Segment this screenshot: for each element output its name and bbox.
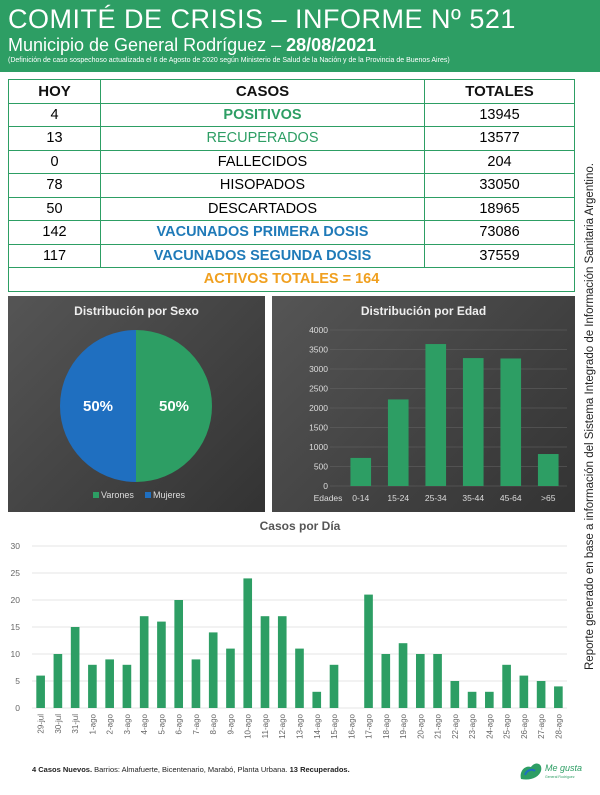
x-tick-label: 15-24 bbox=[387, 493, 410, 503]
report-date: 28/08/2021 bbox=[286, 35, 377, 55]
report-subtitle bbox=[8, 34, 592, 56]
cell-caso: FALLECIDOS bbox=[101, 150, 425, 174]
day-bar bbox=[399, 643, 408, 708]
table-row bbox=[9, 127, 575, 151]
x-tick-label: 12-ago bbox=[278, 714, 288, 739]
cell-caso: POSITIVOS bbox=[101, 103, 425, 127]
cell-caso: VACUNADOS PRIMERA DOSIS bbox=[101, 221, 425, 245]
x-tick-label: 17-ago bbox=[364, 714, 374, 739]
col-header-totales: TOTALES bbox=[425, 80, 575, 104]
y-tick-label: 5 bbox=[15, 676, 20, 686]
sex-chart-title: Distribución por Sexo bbox=[74, 304, 199, 318]
cell-caso: VACUNADOS SEGUNDA DOSIS bbox=[101, 244, 425, 268]
x-tick-label: 0-14 bbox=[352, 493, 370, 503]
table-row bbox=[9, 244, 575, 268]
col-header-casos: CASOS bbox=[101, 80, 425, 104]
footer-new-cases: 4 Casos Nuevos. bbox=[32, 765, 93, 774]
day-bar bbox=[88, 665, 97, 708]
cell-hoy: 50 bbox=[9, 197, 101, 221]
x-tick-label: 4-ago bbox=[140, 714, 150, 735]
day-bar bbox=[140, 616, 149, 708]
x-tick-label: 18-ago bbox=[381, 714, 391, 739]
header-banner bbox=[0, 0, 600, 72]
legend-swatch bbox=[145, 492, 151, 498]
age-bar bbox=[538, 454, 559, 486]
table-header-row bbox=[9, 80, 575, 104]
age-bar bbox=[463, 358, 484, 486]
pie-label: 50% bbox=[158, 398, 190, 415]
me-gusta-logo bbox=[517, 757, 583, 787]
day-bar bbox=[433, 654, 442, 708]
day-bar bbox=[312, 692, 321, 708]
col-header-hoy: HOY bbox=[9, 80, 101, 104]
x-tick-label: 28-ago bbox=[554, 714, 564, 739]
age-bar bbox=[500, 358, 521, 486]
cell-hoy: 4 bbox=[9, 103, 101, 127]
table-row bbox=[9, 174, 575, 198]
day-bar bbox=[192, 659, 201, 708]
day-bar bbox=[209, 632, 218, 708]
x-tick-label: 3-ago bbox=[122, 714, 132, 735]
day-bar bbox=[278, 616, 287, 708]
legend-swatch bbox=[93, 492, 99, 498]
source-note: Reporte generado en base a información del Sistema Integrado de Información Sanitaria Argentino. bbox=[584, 163, 596, 670]
y-tick-label: 3500 bbox=[309, 344, 328, 355]
table-row bbox=[9, 221, 575, 245]
footer-barrios: Barrios: Almafuerte, Bicentenario, Marabó, Planta Urbana. bbox=[92, 765, 290, 774]
pie-label: 50% bbox=[82, 398, 114, 415]
cell-total: 18965 bbox=[425, 197, 575, 221]
day-chart-title: Casos por Día bbox=[259, 519, 341, 533]
y-tick-label: 25 bbox=[10, 568, 20, 578]
x-tick-label: 5-ago bbox=[157, 714, 167, 735]
x-tick-label: 15-ago bbox=[330, 714, 340, 739]
x-tick-label: 31-jul bbox=[71, 714, 81, 734]
x-tick-label: 16-ago bbox=[347, 714, 357, 739]
x-tick-label: 13-ago bbox=[295, 714, 305, 739]
x-tick-label: 35-44 bbox=[462, 493, 485, 503]
day-bar bbox=[330, 665, 339, 708]
x-tick-label: 8-ago bbox=[209, 714, 219, 735]
day-bar bbox=[105, 659, 114, 708]
footer-summary bbox=[32, 765, 350, 774]
cell-caso: HISOPADOS bbox=[101, 174, 425, 198]
x-tick-label: 29-jul bbox=[36, 714, 46, 734]
y-tick-label: 0 bbox=[323, 481, 328, 491]
y-tick-label: 1500 bbox=[309, 422, 328, 433]
x-tick-label: >65 bbox=[541, 493, 556, 503]
day-bar bbox=[381, 654, 390, 708]
logo-subtext: General Rodríguez bbox=[545, 775, 575, 779]
table-row bbox=[9, 103, 575, 127]
cell-total: 204 bbox=[425, 150, 575, 174]
day-bar bbox=[520, 676, 529, 708]
cell-caso: DESCARTADOS bbox=[101, 197, 425, 221]
cases-table bbox=[8, 79, 575, 292]
x-tick-label: 6-ago bbox=[174, 714, 184, 735]
day-bar bbox=[123, 665, 132, 708]
day-bar bbox=[537, 681, 546, 708]
x-axis-label: Edades bbox=[313, 493, 343, 503]
x-tick-label: 20-ago bbox=[416, 714, 426, 739]
x-tick-label: 25-34 bbox=[424, 493, 447, 503]
y-tick-label: 1000 bbox=[309, 442, 328, 452]
day-bar bbox=[554, 686, 563, 708]
cell-hoy: 0 bbox=[9, 150, 101, 174]
y-tick-label: 0 bbox=[15, 703, 20, 713]
x-tick-label: 21-ago bbox=[433, 714, 443, 739]
y-tick-label: 10 bbox=[10, 649, 20, 659]
age-chart-title: Distribución por Edad bbox=[360, 304, 487, 318]
cell-hoy: 13 bbox=[9, 127, 101, 151]
x-tick-label: 24-ago bbox=[485, 714, 495, 739]
cell-total: 33050 bbox=[425, 174, 575, 198]
subtitle-municipio: Municipio de General Rodríguez – bbox=[8, 35, 287, 55]
x-tick-label: 22-ago bbox=[450, 714, 460, 739]
cell-caso: RECUPERADOS bbox=[101, 127, 425, 151]
age-bar bbox=[425, 344, 446, 486]
day-bar bbox=[295, 649, 304, 708]
y-tick-label: 2000 bbox=[309, 403, 328, 413]
cell-hoy: 142 bbox=[9, 221, 101, 245]
x-tick-label: 23-ago bbox=[468, 714, 478, 739]
x-tick-label: 7-ago bbox=[191, 714, 201, 735]
table-row bbox=[9, 150, 575, 174]
day-bar bbox=[468, 692, 477, 708]
day-bar bbox=[36, 676, 45, 708]
definition-note: (Definición de caso sospechoso actualizada el 6 de Agosto de 2020 según Ministerio de Salud de la Nación y de la Provincia de Buenos Aires) bbox=[8, 57, 450, 64]
y-tick-label: 15 bbox=[10, 622, 20, 632]
day-bar bbox=[226, 649, 235, 708]
x-tick-label: 30-jul bbox=[53, 714, 63, 734]
day-bar bbox=[54, 654, 63, 708]
day-bar bbox=[174, 600, 183, 708]
x-tick-label: 1-ago bbox=[88, 714, 98, 735]
age-bar-chart bbox=[272, 296, 575, 512]
sex-chart-panel bbox=[8, 296, 265, 512]
y-tick-label: 500 bbox=[313, 461, 328, 472]
cell-total: 13945 bbox=[425, 103, 575, 127]
day-bar bbox=[157, 622, 166, 708]
day-bar bbox=[485, 692, 494, 708]
footer-recovered: 13 Recuperados. bbox=[289, 765, 350, 774]
cell-total: 73086 bbox=[425, 221, 575, 245]
day-bar bbox=[416, 654, 425, 708]
logo-text: Me gusta bbox=[545, 763, 583, 773]
age-bar bbox=[388, 399, 409, 486]
cell-hoy: 78 bbox=[9, 174, 101, 198]
x-tick-label: 19-ago bbox=[399, 714, 409, 739]
day-bar bbox=[71, 627, 80, 708]
x-tick-label: 9-ago bbox=[226, 714, 236, 735]
x-tick-label: 2-ago bbox=[105, 714, 115, 735]
x-tick-label: 45-64 bbox=[499, 493, 522, 503]
cell-hoy: 117 bbox=[9, 244, 101, 268]
x-tick-label: 26-ago bbox=[519, 714, 529, 739]
day-bar bbox=[502, 665, 511, 708]
y-tick-label: 30 bbox=[10, 541, 20, 551]
activos-totales: ACTIVOS TOTALES = 164 bbox=[9, 268, 575, 292]
day-bar bbox=[364, 595, 373, 708]
y-tick-label: 4000 bbox=[309, 325, 328, 335]
legend-label: Varones bbox=[101, 490, 134, 500]
day-bar bbox=[451, 681, 460, 708]
y-tick-label: 2500 bbox=[309, 383, 328, 394]
day-bar bbox=[243, 578, 252, 708]
day-bar bbox=[261, 616, 270, 708]
x-tick-label: 10-ago bbox=[243, 714, 253, 739]
activos-row bbox=[9, 268, 575, 292]
y-tick-label: 20 bbox=[10, 595, 20, 605]
age-bar bbox=[350, 458, 371, 486]
x-tick-label: 27-ago bbox=[537, 714, 547, 739]
table-row bbox=[9, 197, 575, 221]
legend-label: Mujeres bbox=[153, 490, 186, 500]
age-chart-panel bbox=[272, 296, 575, 512]
x-tick-label: 11-ago bbox=[260, 714, 270, 739]
cell-total: 37559 bbox=[425, 244, 575, 268]
daily-cases-chart bbox=[0, 515, 575, 765]
x-tick-label: 14-ago bbox=[312, 714, 322, 739]
sex-pie-chart bbox=[8, 296, 265, 512]
x-tick-label: 25-ago bbox=[502, 714, 512, 739]
report-title: COMITÉ DE CRISIS – INFORME Nº 521 bbox=[8, 4, 516, 34]
cell-total: 13577 bbox=[425, 127, 575, 151]
y-tick-label: 3000 bbox=[309, 364, 328, 374]
